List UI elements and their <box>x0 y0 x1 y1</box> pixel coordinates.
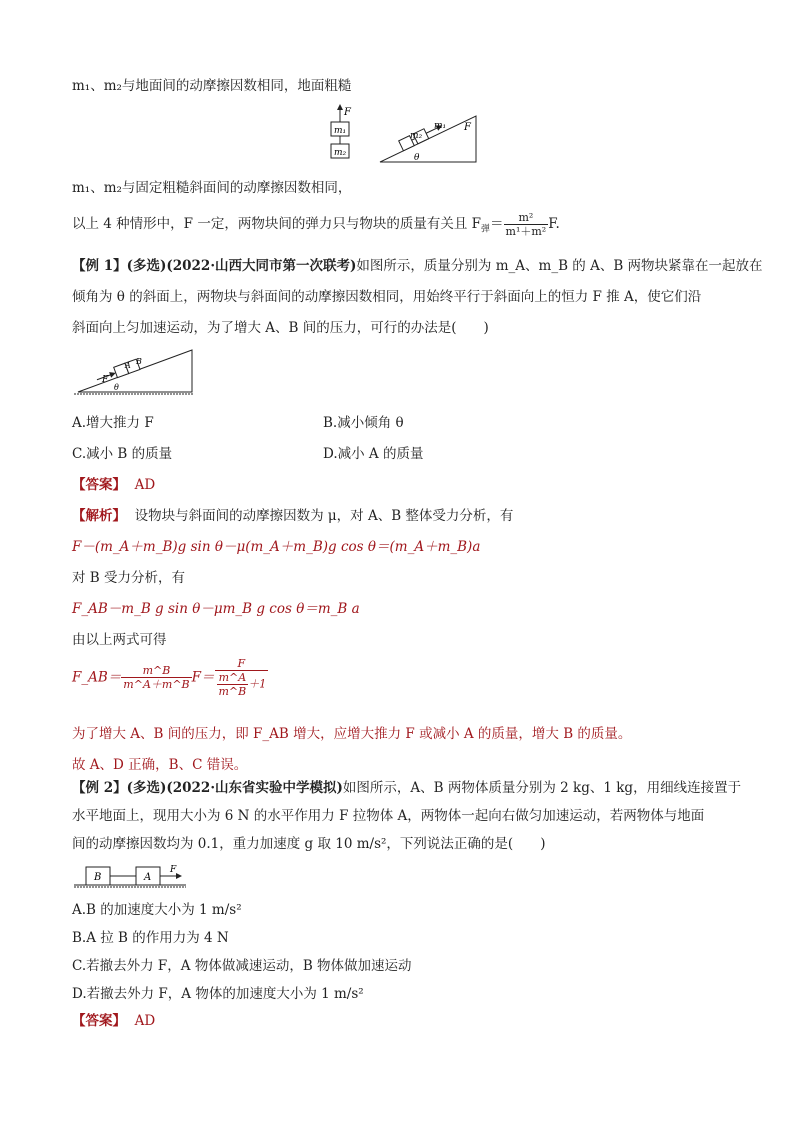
block-m2-label: m₂ <box>334 148 347 158</box>
ex1-q1: 如图所示，质量分别为 m_A、m_B 的 A、B 两物块紧靠在一起放在 <box>356 258 763 274</box>
ex1-a-label: A <box>125 361 131 370</box>
eq3-f2-num: F <box>215 657 269 671</box>
ex1-figure <box>74 346 196 400</box>
incline-m2-label: m₂ <box>410 131 423 141</box>
ex1-eq1: F－(m_A＋m_B)g sin θ－μ(m_A＋m_B)g cos θ＝(m_A＋m_B)a <box>72 539 481 555</box>
ex2-q1: 如图所示，A、B 两物体质量分别为 2 kg、1 kg，用细线连接置于 <box>342 780 742 796</box>
eq3-f2-den <box>215 671 269 698</box>
line3-eq: ＝ <box>490 216 504 232</box>
intro-line-1: m₁、m₂与地面间的动摩擦因数相同，地面粗糙 <box>72 78 352 94</box>
arrow-head <box>176 873 182 879</box>
ex1-line-2: 倾角为 θ 的斜面上，两物块与斜面间的动摩擦因数相同，用始终平行于斜面向上的恒力 F 推 A，使它们沿 <box>72 289 702 305</box>
ex1-text4: 为了增大 A、B 间的压力，即 F_AB 增大，应增大推力 F 或减小 A 的质量，增大 B 的质量。 <box>72 726 632 742</box>
top-figures <box>318 104 488 166</box>
incline-force-label: F <box>464 122 471 133</box>
ex1-option-c: C.减小 B 的质量 <box>72 446 173 462</box>
ex2-line-1 <box>72 778 741 798</box>
ex1-line-1 <box>72 256 763 276</box>
ex2-option-d: D.若撤去外力 F，A 物体的加速度大小为 1 m/s² <box>72 986 364 1002</box>
ex2-figure <box>74 862 190 890</box>
eq3-f1-den: m^A＋m^B <box>123 678 190 691</box>
ex1-analysis-label: 【解析】 <box>72 508 126 524</box>
eq3-mid: F＝ <box>191 669 215 686</box>
intro-line-2: m₁、m₂与固定粗糙斜面间的动摩擦因数相同， <box>72 180 352 196</box>
ex2-meta: (多选)(2022·山东省实验中学模拟) <box>126 780 343 796</box>
frac-num: m² <box>504 211 549 225</box>
ex2-tag: 【例 2】 <box>72 780 127 796</box>
arrow-head <box>337 104 343 110</box>
ex2-f-label: F <box>170 865 177 875</box>
ex1-eq3 <box>72 657 268 698</box>
line3-suffix: F. <box>548 216 560 232</box>
ex2-line-2: 水平地面上，现用大小为 6 N 的水平作用力 F 拉物体 A，两物体一起向右做匀加速运动，若两物体与地面 <box>72 808 705 824</box>
ex1-f-label: F <box>102 375 109 385</box>
ex1-answer-label: 【答案】 <box>72 477 126 493</box>
ex2-line-3: 间的动摩擦因数均为 0.1，重力加速度 g 取 10 m/s²，下列说法正确的是( ) <box>72 836 546 852</box>
ex1-eq2: F_AB－m_B g sin θ－μm_B g cos θ＝m_B a <box>72 601 360 617</box>
intro-line-3 <box>72 211 560 240</box>
ex1-answer-value: AD <box>134 477 156 493</box>
line3-prefix: 以上 4 种情形中，F 一定，两物块间的弹力只与物块的质量有关且 F <box>72 216 481 232</box>
ex2-option-b: B.A 拉 B 的作用力为 4 N <box>72 930 229 946</box>
ex2-b-label: B <box>94 872 102 883</box>
ex1-text3: 由以上两式可得 <box>72 632 167 648</box>
ex1-option-a: A.增大推力 F <box>72 415 154 431</box>
intro-fraction <box>504 211 549 238</box>
ex1-option-b: B.减小倾角 θ <box>323 415 404 431</box>
ex2-answer-label: 【答案】 <box>72 1013 126 1029</box>
ex1-line-3: 斜面向上匀加速运动，为了增大 A、B 间的压力，可行的办法是( ) <box>72 320 489 336</box>
eq3-fraction-2 <box>215 657 269 698</box>
frac-den: m¹＋m² <box>505 225 547 238</box>
ex1-text2: 对 B 受力分析，有 <box>72 570 186 586</box>
incline-m1-label: m₁ <box>434 121 447 131</box>
ex1-meta: (多选)(2022·山西大同市第一次联考) <box>126 258 357 274</box>
ex1-b-label: B <box>136 357 142 366</box>
incline-angle-label: θ <box>414 153 420 163</box>
ex2-a-label: A <box>144 872 152 883</box>
eq3-nested-num: m^A <box>217 671 249 685</box>
ex1-theta-label: θ <box>114 383 119 392</box>
ex1-tag: 【例 1】 <box>72 258 127 274</box>
ex2-answer <box>72 1011 155 1031</box>
ex2-answer-value: AD <box>134 1013 156 1029</box>
ex1-answer <box>72 475 155 495</box>
ex1-analysis <box>72 506 513 526</box>
ex1-option-d: D.减小 A 的质量 <box>323 446 424 462</box>
eq3-nested-fraction <box>217 671 249 698</box>
line3-sub: 弹 <box>481 224 491 235</box>
eq3-lhs: F_AB＝ <box>72 669 122 686</box>
eq3-f1-num: m^B <box>121 664 191 678</box>
block-m1-label: m₁ <box>334 126 347 136</box>
ex2-option-c: C.若撤去外力 F，A 物体做减速运动，B 物体做加速运动 <box>72 958 412 974</box>
eq3-fraction-1 <box>121 664 191 691</box>
force-label-f: F <box>344 107 351 118</box>
eq3-nested-den: m^B <box>218 685 247 698</box>
eq3-nested-tail: ＋1 <box>248 677 267 691</box>
ex1-text5: 故 A、D 正确，B、C 错误。 <box>72 757 248 773</box>
ex2-option-a: A.B 的加速度大小为 1 m/s² <box>72 902 242 918</box>
ex1-analysis-text: 设物块与斜面间的动摩擦因数为 μ，对 A、B 整体受力分析，有 <box>134 508 514 524</box>
